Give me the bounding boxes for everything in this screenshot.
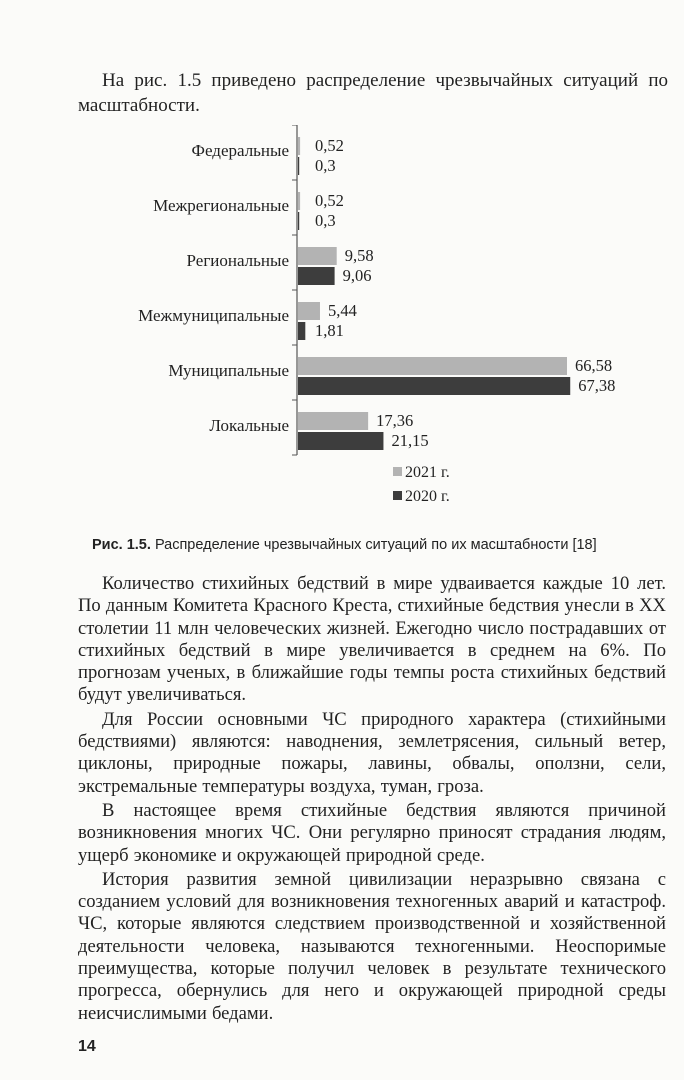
data-label: 0,3	[315, 211, 336, 230]
bar-2020	[298, 157, 299, 175]
bar-2020	[298, 322, 305, 340]
bar-2021	[298, 357, 567, 375]
data-label: 21,15	[391, 431, 429, 450]
figure-caption	[92, 537, 672, 553]
bar-2021	[298, 412, 368, 430]
data-label: 67,38	[578, 376, 616, 395]
caption-text: Распределение чрезвычайных ситуаций по их масштабности [18]	[154, 537, 597, 553]
bar-2020	[298, 267, 335, 285]
data-label: 9,58	[344, 246, 374, 265]
category-label: Муниципальные	[168, 361, 289, 380]
category-label: Межмуниципальные	[138, 306, 289, 325]
paragraph: Количество стихийных бедствий в мире удваивается каждые 10 лет. По данным Комитета Красного Креста, стихийные бедствия унесли в XX столетии 11 млн человеческих жизней. Ежегодно число пострадавших от стихийных бедствий в мире увеличивается в среднем на 6%. По прогнозам ученых, в ближайшие годы темпы роста стихийных бедствий будут увеличиваться.	[78, 573, 666, 706]
legend-label: 2021 г.	[405, 464, 450, 481]
legend-label: 2020 г.	[405, 488, 450, 505]
category-label: Федеральные	[191, 141, 289, 160]
data-label: 0,52	[315, 136, 344, 155]
bar-2021	[298, 192, 300, 210]
data-label: 0,3	[315, 156, 336, 175]
legend-swatch	[393, 467, 402, 476]
bar-chart	[0, 125, 684, 520]
body-text	[78, 573, 666, 1027]
data-label: 17,36	[376, 411, 414, 430]
data-label: 0,52	[315, 191, 344, 210]
bar-2021	[298, 137, 300, 155]
bar-2021	[298, 302, 320, 320]
bar-2020	[298, 432, 383, 450]
data-label: 66,58	[575, 356, 613, 375]
data-label: 5,44	[327, 301, 357, 320]
paragraph: В настоящее время стихийные бедствия являются причиной возникновения многих ЧС. Они регулярно приносят страдания людям, ущерб экономике и окружающей природной среде.	[78, 799, 666, 866]
paragraph: История развития земной цивилизации неразрывно связана с созданием условий для возникновения техногенных аварий и катастроф. ЧС, которые являются следствием производственной и хозяйственной деятельности человека, называются техногенными. Неоспоримые преимущества, которые получил человек в результате технического прогресса, обернулись для него и окружающей природной среды неисчислимыми бедами.	[78, 868, 666, 1024]
page-number: 14	[78, 1038, 96, 1055]
legend-swatch	[393, 491, 402, 500]
category-label: Региональные	[186, 251, 289, 270]
data-label: 9,06	[342, 266, 372, 285]
bar-2021	[298, 247, 337, 265]
caption-label: Рис. 1.5.	[92, 537, 151, 553]
intro-paragraph: На рис. 1.5 приведено распределение чрезвычайных ситуаций по масштабности.	[78, 70, 668, 116]
bar-2020	[298, 212, 299, 230]
bar-2020	[298, 377, 570, 395]
paragraph: Для России основными ЧС природного характера (стихийными бедствиями) являются: наводнения, землетрясения, сильный ветер, циклоны, природные пожары, лавины, обвалы, оползни, сели, экстремальные температуры воздуха, туман, гроза.	[78, 708, 666, 797]
category-label: Локальные	[209, 416, 289, 435]
category-label: Межрегиональные	[153, 196, 289, 215]
data-label: 1,81	[315, 321, 344, 340]
